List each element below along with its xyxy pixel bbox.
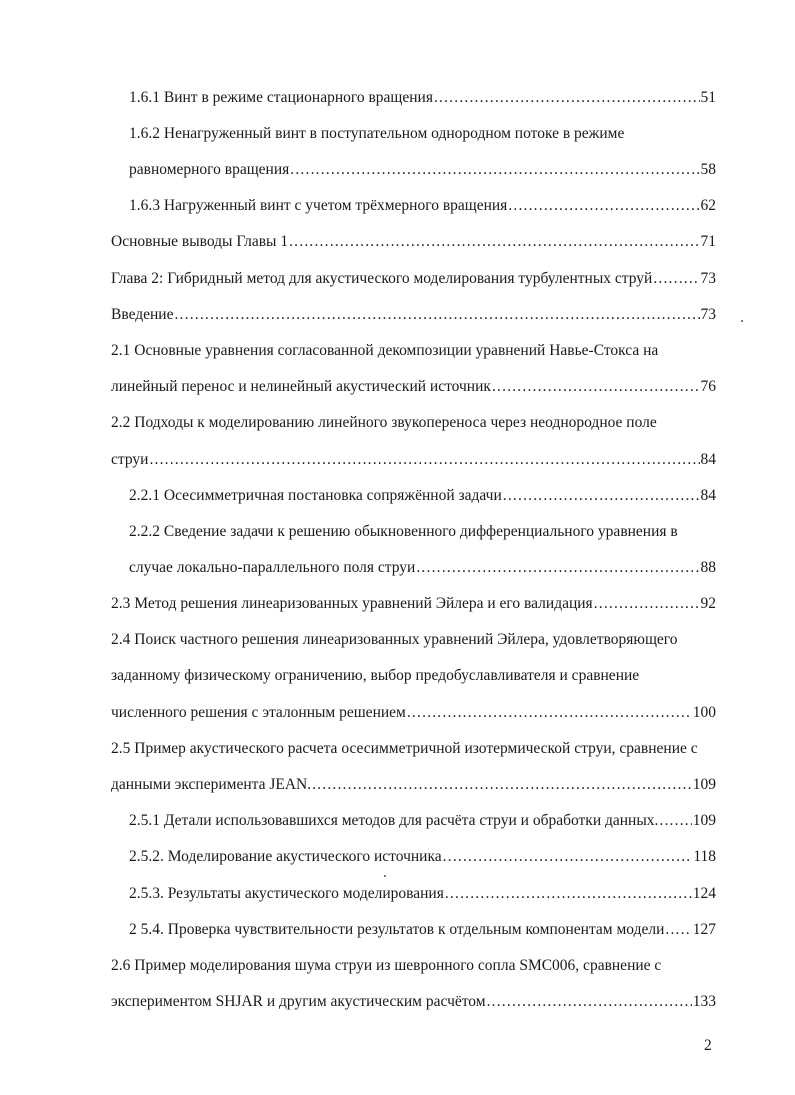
toc-entry-page: 73 bbox=[700, 306, 716, 323]
toc-entry-page: 84 bbox=[700, 487, 716, 504]
toc-entry bbox=[111, 703, 716, 723]
scan-speck bbox=[384, 875, 386, 877]
toc-leader-dots bbox=[289, 232, 699, 252]
toc-entry bbox=[111, 992, 716, 1012]
toc-leader-dots bbox=[445, 884, 692, 904]
toc-leader-dots bbox=[416, 558, 699, 578]
toc-entry-title: 2.5.3. Результаты акустического моделирования bbox=[129, 885, 444, 902]
toc-entry-page: 62 bbox=[700, 197, 716, 214]
toc-entry bbox=[111, 232, 716, 252]
toc-entry-title: численного решения с эталонным решением bbox=[111, 704, 406, 721]
toc-leader-dots bbox=[665, 920, 691, 940]
toc-leader-dots bbox=[653, 269, 699, 289]
toc-entry-page: 127 bbox=[692, 921, 716, 938]
toc-entry-page: 124 bbox=[692, 885, 716, 902]
toc-entry bbox=[129, 811, 716, 831]
toc-leader-dots bbox=[594, 594, 700, 614]
toc-entry-title: 2.2.1 Осесимметричная постановка сопряжённой задачи bbox=[129, 487, 502, 504]
toc-entry bbox=[111, 305, 716, 325]
toc-leader-dots bbox=[659, 811, 691, 831]
toc-leader-dots bbox=[434, 88, 700, 108]
toc-entry bbox=[129, 847, 716, 867]
toc-entry-title: 2.1 Основные уравнения согласованной декомпозиции уравнений Навье-Стокса на bbox=[111, 342, 659, 359]
toc-entry-page: 118 bbox=[693, 848, 716, 865]
toc-entry-title: 2.2 Подходы к моделированию линейного звукопереноса через неоднородное поле bbox=[111, 414, 657, 431]
toc-entry bbox=[129, 160, 716, 180]
toc-leader-dots bbox=[290, 160, 699, 180]
toc-entry-title: 1.6.1 Винт в режиме стационарного вращения bbox=[129, 89, 433, 106]
toc-entry-page: 76 bbox=[700, 378, 716, 395]
toc-entry bbox=[111, 775, 716, 795]
toc-entry-page: 133 bbox=[692, 993, 716, 1010]
toc-entry-page: 58 bbox=[700, 161, 716, 178]
toc-leader-dots bbox=[149, 450, 699, 470]
toc-entry bbox=[129, 920, 716, 940]
toc-entry-page: 100 bbox=[692, 704, 716, 721]
toc-entry-page: 51 bbox=[700, 89, 716, 106]
toc-entry bbox=[111, 269, 716, 289]
toc-entry-title: случае локально-параллельного поля струи bbox=[129, 559, 416, 576]
toc-entry bbox=[129, 558, 716, 578]
toc-leader-dots bbox=[508, 196, 699, 216]
toc-entry bbox=[129, 884, 716, 904]
toc-leader-dots bbox=[174, 305, 699, 325]
toc-entry-title: 2 5.4. Проверка чувствительности результатов к отдельным компонентам модели bbox=[129, 921, 665, 938]
toc-leader-dots bbox=[503, 486, 700, 506]
toc-entry-title: 2.3 Метод решения линеаризованных уравнений Эйлера и его валидация bbox=[111, 595, 593, 612]
toc-entry-title: 2.5.1 Детали использовавшихся методов для расчёта струи и обработки данных. bbox=[129, 812, 659, 829]
toc-entry-title: 2.5.2. Моделирование акустического источника bbox=[129, 848, 442, 865]
toc-entry-title: Введение bbox=[111, 306, 174, 323]
toc-entry-page: 92 bbox=[700, 595, 716, 612]
toc-entry bbox=[129, 88, 716, 108]
toc-leader-dots bbox=[492, 377, 700, 397]
toc-entry-title: 1.6.3 Нагруженный винт с учетом трёхмерного вращения bbox=[129, 197, 508, 214]
toc-entry-page: 88 bbox=[700, 559, 716, 576]
toc-entry-page: 71 bbox=[700, 233, 716, 250]
toc-entry-title: данными эксперимента JEAN. bbox=[111, 776, 312, 793]
toc-entry bbox=[111, 450, 716, 470]
toc-entry bbox=[111, 377, 716, 397]
toc-leader-dots bbox=[443, 847, 693, 867]
scan-speck bbox=[741, 320, 743, 322]
page-number: 2 bbox=[704, 1037, 712, 1054]
toc-entry bbox=[129, 486, 716, 506]
toc-entry-title: Глава 2: Гибридный метод для акустического моделирования турбулентных струй bbox=[111, 270, 653, 287]
toc-entry-title: 2.2.2 Сведение задачи к решению обыкновенного дифференциального уравнения в bbox=[129, 523, 678, 540]
toc-entry-title: струи bbox=[111, 451, 149, 468]
toc-leader-dots bbox=[407, 703, 692, 723]
toc-entry-title: экспериментом SHJAR и другим акустическим расчётом bbox=[111, 993, 486, 1010]
toc-entry bbox=[111, 594, 716, 614]
toc-leader-dots bbox=[312, 775, 692, 795]
toc-entry-title: линейный перенос и нелинейный акустический источник bbox=[111, 378, 491, 395]
toc-entry bbox=[129, 196, 716, 216]
toc-entry-title: Основные выводы Главы 1 bbox=[111, 233, 289, 250]
toc-entry-title: 1.6.2 Ненагруженный винт в поступательном однородном потоке в режиме bbox=[129, 125, 625, 142]
toc-entry-page: 109 bbox=[692, 812, 716, 829]
toc-entry-title: 2.6 Пример моделирования шума струи из шевронного сопла SMC006, сравнение с bbox=[111, 957, 662, 974]
toc-entry-title: 2.5 Пример акустического расчета осесимметричной изотермической струи, сравнение с bbox=[111, 740, 698, 757]
toc-entry-page: 84 bbox=[700, 451, 716, 468]
toc-entry-title: равномерного вращения bbox=[129, 161, 290, 178]
toc-leader-dots bbox=[487, 992, 692, 1012]
toc-entry-page: 73 bbox=[700, 270, 716, 287]
toc-entry-title: 2.4 Поиск частного решения линеаризованных уравнений Эйлера, удовлетворяющего bbox=[111, 631, 678, 648]
toc-entry-title: заданному физическому ограничению, выбор предобуславливателя и сравнение bbox=[111, 667, 640, 684]
toc-entry-page: 109 bbox=[692, 776, 716, 793]
